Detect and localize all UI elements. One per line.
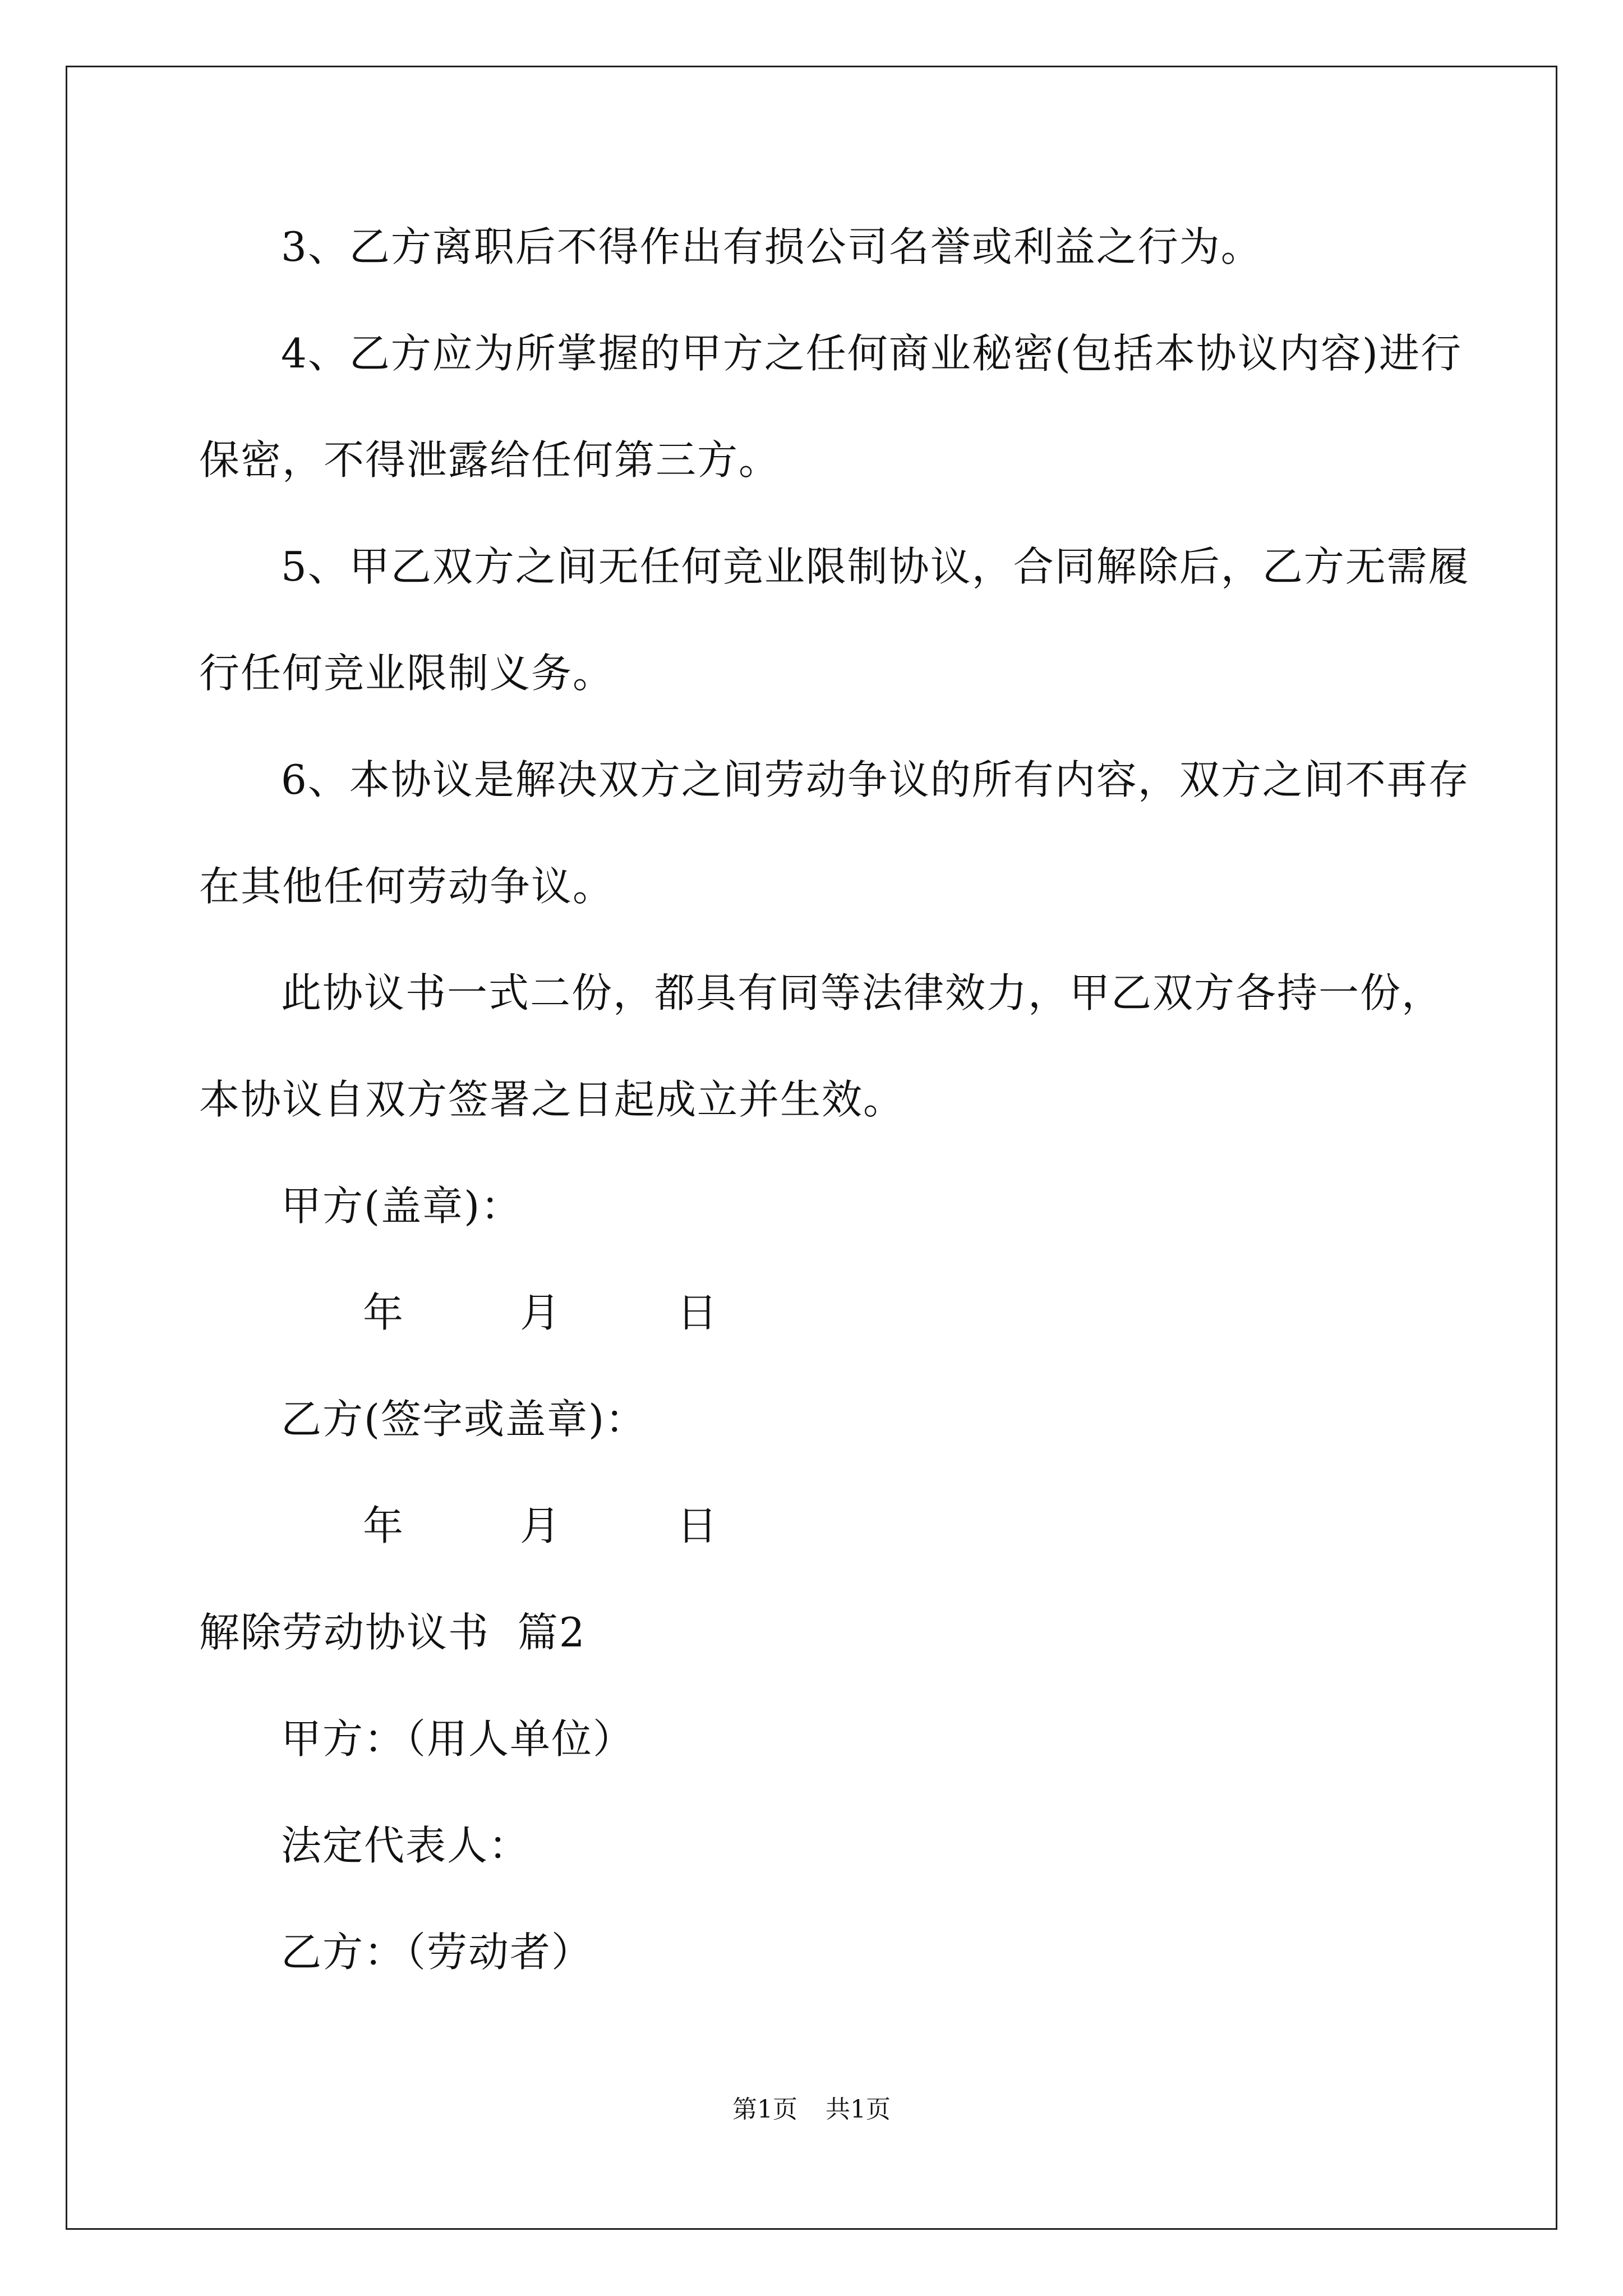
clause-6-line-1: 6、本协议是解决双方之间劳动争议的所有内容，双方之间不再存 xyxy=(281,756,1470,803)
party-a-date-day: 日 xyxy=(677,1289,719,1336)
copies-clause xyxy=(199,940,1444,1153)
page-number-current: 第1页 xyxy=(732,2095,797,2124)
party-a-seal-label: 甲方(盖章)： xyxy=(281,1182,523,1230)
party-b-date xyxy=(199,1473,1433,1579)
section-2-party-b: 乙方：（劳动者） xyxy=(281,1929,593,1976)
section-2-heading: 解除劳动协议书 篇2 xyxy=(199,1609,586,1656)
copies-clause-line-2: 本协议自双方签署之日起成立并生效。 xyxy=(199,1076,905,1123)
page-footer xyxy=(0,2089,1623,2125)
clause-4-line-2: 保密，不得泄露给任何第三方。 xyxy=(199,436,781,484)
party-a-date-month: 月 xyxy=(520,1289,562,1336)
clause-4-line-1: 4、乙方应为所掌握的甲方之任何商业秘密(包括本协议内容)进行 xyxy=(281,330,1462,377)
party-b-sign-label: 乙方(签字或盖章)： xyxy=(281,1396,647,1443)
party-a-date-year: 年 xyxy=(363,1289,405,1336)
party-b-date-month: 月 xyxy=(520,1502,562,1549)
document-body xyxy=(199,194,1470,2005)
clause-6 xyxy=(199,726,1470,940)
page-number-total: 共1页 xyxy=(826,2095,891,2124)
section-2-party-a: 甲方：（用人单位） xyxy=(281,1715,635,1763)
clause-3: 3、乙方离职后不得作出有损公司名誉或利益之行为。 xyxy=(281,223,1262,270)
clause-5-line-2: 行任何竞业限制义务。 xyxy=(199,650,615,697)
party-b-date-day: 日 xyxy=(677,1502,719,1549)
copies-clause-line-1: 此协议书一式二份，都具有同等法律效力，甲乙双方各持一份， xyxy=(281,969,1444,1016)
clause-4 xyxy=(199,300,1462,513)
party-a-date xyxy=(199,1259,1433,1366)
section-2-legal-rep: 法定代表人： xyxy=(281,1822,531,1869)
clause-5-line-1: 5、甲乙双方之间无任何竞业限制协议，合同解除后，乙方无需履 xyxy=(281,543,1470,590)
clause-5 xyxy=(199,513,1470,726)
party-b-date-year: 年 xyxy=(363,1502,405,1549)
clause-6-line-2: 在其他任何劳动争议。 xyxy=(199,863,615,910)
